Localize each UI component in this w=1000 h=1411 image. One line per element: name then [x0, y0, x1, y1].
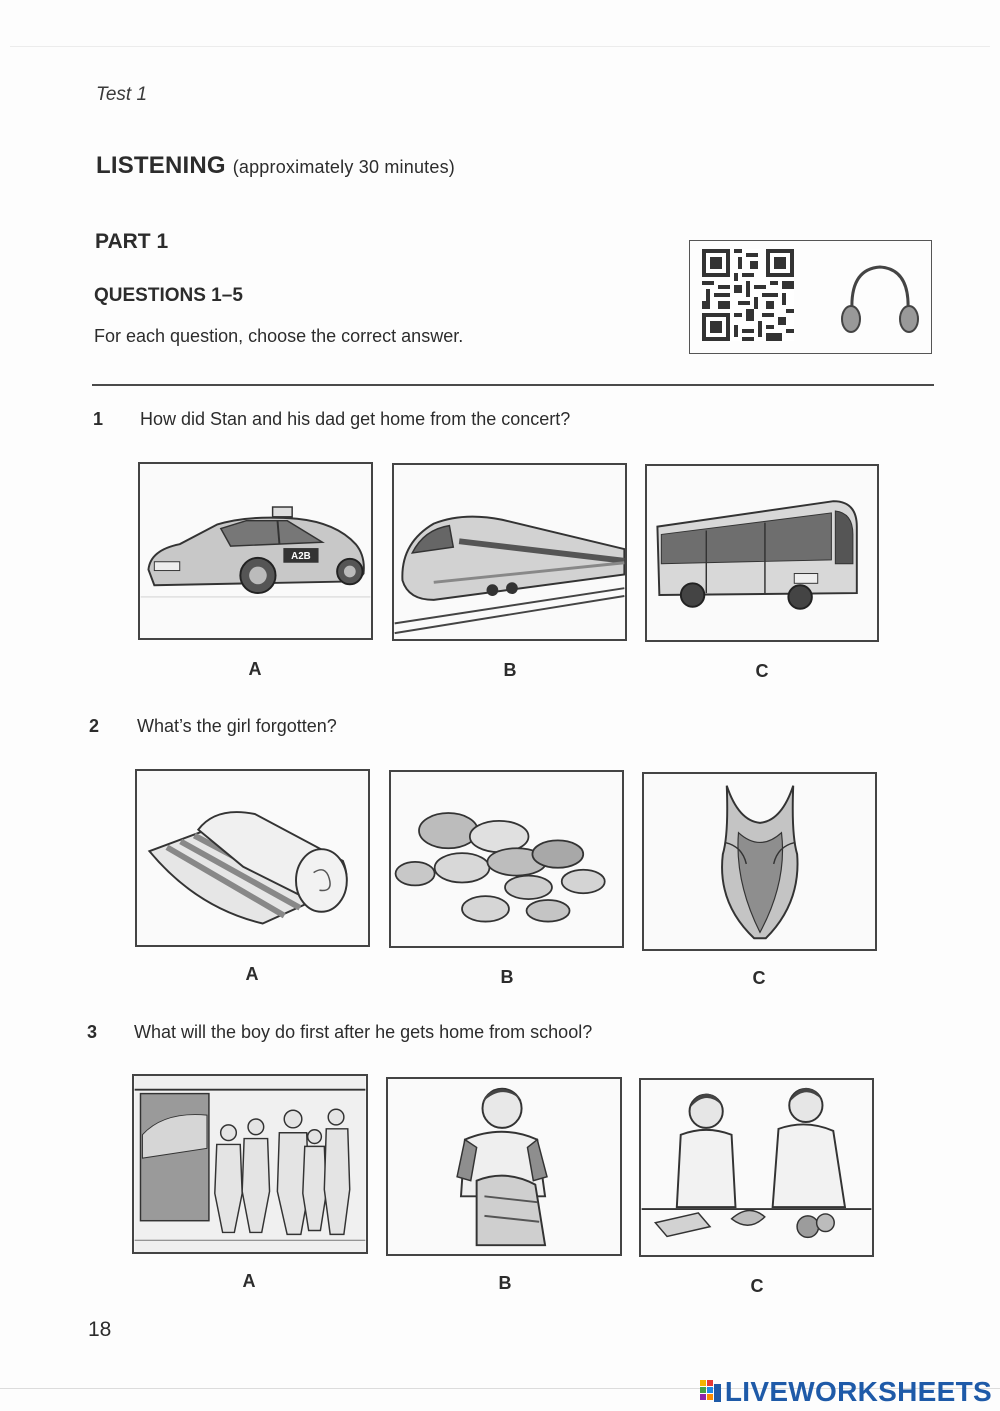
- question-3-text: What will the boy do first after he gets home from school?: [134, 1022, 593, 1042]
- q2-option-c-swimsuit-picture[interactable]: [642, 772, 877, 951]
- swimsuit-illustration: [644, 774, 875, 949]
- q2-option-a-towel-picture[interactable]: [135, 769, 370, 947]
- audio-box[interactable]: [689, 240, 932, 354]
- towel-illustration: [137, 771, 368, 945]
- liveworksheets-brand-text: LIVEWORKSHEETS: [724, 1376, 992, 1407]
- part-heading: PART 1: [95, 230, 169, 253]
- q2-option-c-label: C: [752, 968, 766, 988]
- q1-option-a-taxi-picture[interactable]: [138, 462, 373, 640]
- headphones-icon: [838, 261, 922, 339]
- q1-option-b-label: B: [503, 660, 517, 680]
- coins-illustration: [391, 772, 622, 946]
- q3-option-c-cooking-picture[interactable]: [639, 1078, 874, 1257]
- instruction-text: For each question, choose the correct answer.: [94, 326, 464, 346]
- section-title: [96, 152, 455, 180]
- q3-option-a-queue-picture[interactable]: [132, 1074, 368, 1254]
- q1-option-a-label: A: [248, 659, 262, 679]
- section-title-main: LISTENING: [96, 152, 226, 179]
- train-illustration: [394, 465, 625, 639]
- q2-option-a-label: A: [245, 964, 259, 984]
- test-label: Test 1: [96, 84, 148, 105]
- q1-option-b-train-picture[interactable]: [392, 463, 627, 641]
- question-1-number: 1: [93, 409, 104, 429]
- question-3-number: 3: [87, 1022, 98, 1042]
- top-edge-line: [10, 46, 990, 47]
- boy-with-backpack-illustration: [388, 1079, 620, 1254]
- qr-code-icon[interactable]: [702, 249, 794, 341]
- bus-illustration: [647, 466, 877, 640]
- page-number: 18: [88, 1318, 112, 1341]
- section-title-duration: (approximately 30 minutes): [232, 157, 455, 177]
- q3-option-a-label: A: [242, 1271, 256, 1291]
- q1-option-c-label: C: [755, 661, 769, 681]
- q3-option-c-label: C: [750, 1276, 764, 1296]
- q3-option-b-label: B: [498, 1273, 512, 1293]
- liveworksheets-logo-icon: [700, 1380, 722, 1404]
- q2-option-b-coins-picture[interactable]: [389, 770, 624, 948]
- questions-heading: QUESTIONS 1–5: [94, 285, 243, 306]
- question-1-text: How did Stan and his dad get home from the concert?: [140, 409, 571, 429]
- q1-option-c-bus-picture[interactable]: [645, 464, 879, 642]
- q2-option-b-label: B: [500, 967, 514, 987]
- queue-illustration: [134, 1076, 366, 1252]
- boys-making-sandwiches-illustration: [641, 1080, 872, 1255]
- question-2-number: 2: [89, 716, 100, 736]
- liveworksheets-brand[interactable]: [700, 1376, 992, 1408]
- section-divider: [92, 384, 934, 386]
- question-2-text: What’s the girl forgotten?: [137, 716, 337, 736]
- taxi-illustration: [140, 464, 371, 638]
- q3-option-b-backpack-picture[interactable]: [386, 1077, 622, 1256]
- taxi-sign-text: A2B: [291, 550, 311, 562]
